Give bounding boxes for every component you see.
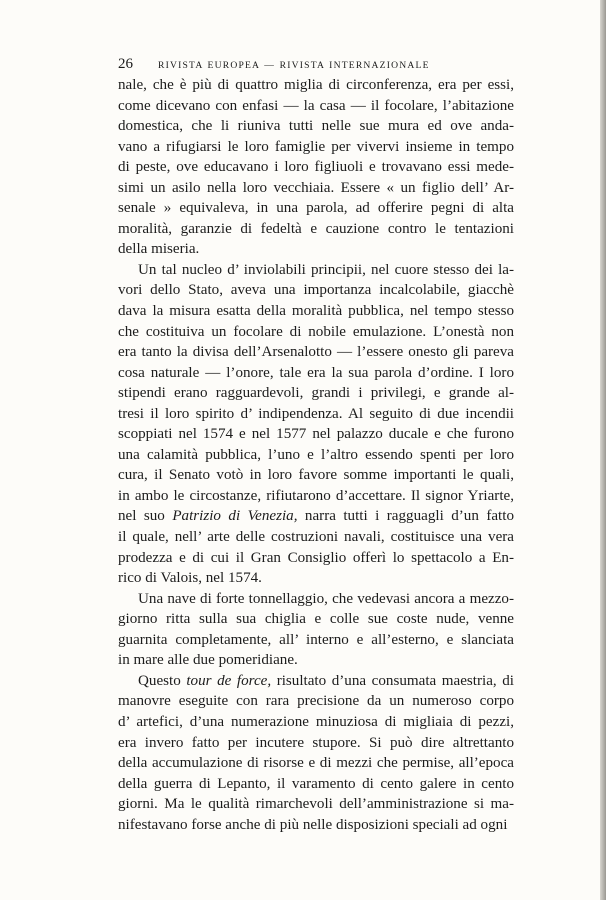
text-line (118, 465, 514, 486)
text-line (118, 733, 514, 754)
text-run: stipendi erano ragguardevoli, grandi i privilegi, e grande al- (118, 385, 514, 402)
text-run: tresi il loro spirito d’ indipendenza. Al seguito di due incendii (118, 405, 514, 422)
text-run: era invero fatto per incutere stupore. Si può dire altrettanto (118, 734, 514, 751)
text-run: Questo (138, 672, 187, 689)
text-line (118, 486, 514, 507)
text-line (118, 650, 514, 671)
text-line (118, 301, 514, 322)
text-run: una calamità pubblica, l’uno e l’altro essendo spenti per loro (118, 446, 514, 463)
text-line (118, 383, 514, 404)
text-line (118, 342, 514, 363)
text-run: giorno ritta sulla sua chiglia e colle sue coste nude, venne (118, 611, 514, 628)
text-line (118, 404, 514, 425)
text-run: era tanto la divisa dell’Arsenalotto — l’essere onesto gli pareva (118, 344, 514, 361)
text-line (118, 630, 514, 651)
text-run: moralità, garanzie di fedeltà e cauzione contro le tentazioni (118, 220, 514, 237)
text-run: Un tal nucleo d’ inviolabili principii, nel cuore stesso dei la- (138, 261, 514, 278)
journal-title: RIVISTA EUROPEA — RIVISTA INTERNAZIONALE (158, 60, 430, 71)
italic-title: tour de force, (186, 672, 272, 689)
text-line (118, 363, 514, 384)
text-line (118, 260, 514, 281)
text-line (118, 609, 514, 630)
text-line (118, 548, 514, 569)
text-run: risultato d’una consumata maestria, di (271, 672, 514, 689)
text-run: cosa naturale — l’onore, tale era la sua parola d’ordine. I loro (118, 364, 514, 381)
text-line (118, 691, 514, 712)
text-line (118, 424, 514, 445)
text-line (118, 712, 514, 733)
text-run: dava la misura esatta della moralità pubblica, nel tempo stesso (118, 303, 514, 320)
page-number: 26 (118, 56, 133, 72)
text-run: simi un asilo nella loro vecchiaia. Essere « un figlio dell’ Ar- (118, 179, 514, 196)
scan-edge-shadow (600, 0, 606, 900)
text-line (118, 753, 514, 774)
text-run: scoppiati nel 1574 e nel 1577 nel palazzo ducale e che furono (118, 426, 514, 443)
text-line (118, 589, 514, 610)
text-line (118, 239, 514, 260)
text-line (118, 794, 514, 815)
text-run: guarnita completamente, all’ interno e all’esterno, e slanciata (118, 631, 514, 648)
text-run: nel suo (118, 508, 173, 525)
text-line (118, 774, 514, 795)
text-line (118, 178, 514, 199)
text-line (118, 568, 514, 589)
text-run: il quale, nell’ arte delle costruzioni navali, costituisce una vera (118, 529, 514, 546)
text-line (118, 445, 514, 466)
text-line (118, 280, 514, 301)
text-line (118, 219, 514, 240)
text-run: della accumulazione di risorse e di mezzi che permise, all’epoca (118, 755, 514, 772)
text-run: in ambo le circostanze, rifiutarono d’accettare. Il signor Yriarte, (118, 487, 514, 504)
text-line (118, 198, 514, 219)
text-run: della guerra di Lepanto, il varamento di cento galere in cento (118, 775, 514, 792)
text-run: che costituiva un focolare di nobile emulazione. L’onestà non (118, 323, 514, 340)
text-run: vori dello Stato, aveva una importanza incalcolabile, giacchè (118, 282, 514, 299)
text-run: come dicevano con enfasi — la casa — il focolare, l’abitazione (118, 97, 514, 114)
text-run: giorni. Ma le qualità rimarchevoli dell’amministrazione si ma- (118, 796, 514, 813)
text-run: della miseria. (118, 241, 200, 258)
text-line (118, 815, 514, 836)
text-run: prodezza e di cui il Gran Consiglio offerì lo spettacolo a En- (118, 549, 514, 566)
text-line (118, 527, 514, 548)
text-line (118, 322, 514, 343)
text-run: cura, il Senato votò in loro favore somme importanti le quali, (118, 467, 514, 484)
text-line (118, 671, 514, 692)
italic-title: Patrizio di Venezia, (172, 508, 298, 525)
text-run: nifestavano forse anche di più nelle disposizioni speciali ad ogni (118, 816, 508, 833)
text-run: in mare alle due pomeridiane. (118, 652, 298, 669)
text-run: Una nave di forte tonnellaggio, che vedevasi ancora a mezzo- (138, 590, 514, 607)
text-line (118, 116, 514, 137)
text-run: nale, che è più di quattro miglia di circonferenza, era per essi, (118, 77, 514, 93)
text-run: manovre eseguite con rara precisione da un numeroso corpo (118, 693, 514, 710)
text-run: d’ artefici, d’una numerazione minuziosa di migliaia di pezzi, (118, 713, 514, 730)
text-line (118, 75, 514, 96)
body-text (118, 75, 514, 835)
text-line (118, 96, 514, 117)
text-line (118, 506, 514, 527)
text-run: domestica, che li riuniva tutti nelle sue mura ed ove anda- (118, 118, 514, 135)
text-run: di peste, ove educavano i loro figliuoli e trovavano essi mede- (118, 159, 514, 176)
running-head (118, 56, 514, 76)
text-run: narra tutti i ragguagli d’un fatto (297, 508, 514, 525)
text-line (118, 137, 514, 158)
text-run: senale » equivaleva, in una parola, ad offerire pegni di alta (118, 200, 514, 217)
text-run: rico di Valois, nel 1574. (118, 570, 262, 587)
text-run: vano a rifugiarsi le loro famiglie per vivervi insieme in tempo (118, 138, 514, 155)
text-line (118, 157, 514, 178)
